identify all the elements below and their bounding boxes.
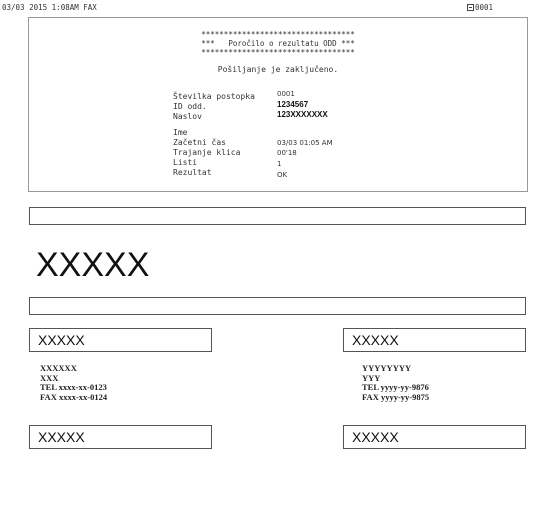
fax-header-page xyxy=(467,3,493,12)
field-label: Listi xyxy=(173,158,198,167)
address-line: YYYYYYYY xyxy=(362,363,412,373)
field-label: Začetni čas xyxy=(173,138,226,147)
right-bottom-box: XXXXX xyxy=(343,425,526,449)
left-top-box: XXXXX xyxy=(29,328,212,352)
field-label: Rezultat xyxy=(173,168,212,177)
fax-header-timestamp: 03/03 2015 1:08AM FAX xyxy=(2,3,97,12)
field-value: 03/03 01:05 AM xyxy=(277,139,333,147)
empty-field-1 xyxy=(29,207,526,225)
field-label: Ime xyxy=(173,128,188,137)
right-top-box: XXXXX xyxy=(343,328,526,352)
field-value: 123XXXXXXX xyxy=(277,110,328,119)
fax-icon xyxy=(467,4,474,11)
address-line: XXXXXX xyxy=(40,363,77,373)
address-line: FAX yyyy-yy-9875 xyxy=(362,391,430,402)
address-line: TEL xxxx-xx-0123 xyxy=(40,382,107,392)
field-label: Naslov xyxy=(173,112,202,121)
field-value: 1234567 xyxy=(277,100,309,109)
address-line: XXX xyxy=(40,372,59,383)
field-label: ID odd. xyxy=(173,102,207,111)
tx-report xyxy=(28,17,528,192)
report-title: *** Poročilo o rezultatu ODD *** xyxy=(201,39,355,48)
page-number: 0001 xyxy=(475,3,494,12)
right-address-block xyxy=(362,364,429,402)
report-stars-bottom: ********************************** xyxy=(201,48,355,57)
left-bottom-box: XXXXX xyxy=(29,425,212,449)
large-heading: XXXXX xyxy=(36,246,150,284)
field-value: 00'18 xyxy=(277,149,297,157)
address-line: TEL yyyy-yy-9876 xyxy=(362,382,429,392)
empty-field-2 xyxy=(29,297,526,315)
left-address-block xyxy=(40,364,107,402)
address-line: YYY xyxy=(362,372,381,383)
report-stars-top: ********************************** xyxy=(201,30,355,39)
field-value: 0001 xyxy=(277,90,295,98)
field-label: Številka postopka xyxy=(173,92,255,101)
field-label: Trajanje klica xyxy=(173,148,241,157)
field-value: 1 xyxy=(277,160,282,168)
report-status: Pošiljanje je zaključeno. xyxy=(217,65,339,74)
field-value: OK xyxy=(277,171,288,179)
address-line: FAX xxxx-xx-0124 xyxy=(40,391,108,402)
